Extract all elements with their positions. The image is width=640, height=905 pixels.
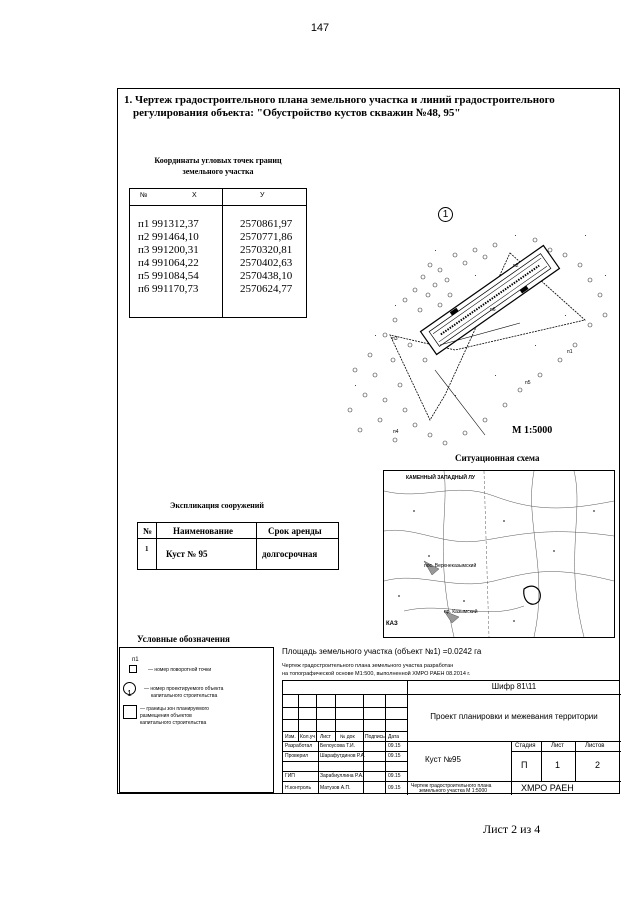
- coords-row-x: 991464,10: [152, 231, 199, 243]
- situation-label-corner: КАЗ: [386, 621, 398, 627]
- tb-sheets-label: Листов: [585, 743, 605, 749]
- plot-boundary: [390, 253, 585, 420]
- point-label-p1: п1: [567, 349, 573, 355]
- tb-role: Разработал: [285, 743, 313, 749]
- tb-sheet-title-1: Чертеж градостроительного плана: [411, 783, 492, 789]
- tb-person-name: Матузов А.П.: [320, 785, 351, 791]
- tb-line: [385, 694, 386, 794]
- coords-row-y: 2570402,63: [240, 257, 293, 269]
- coords-header: [130, 189, 306, 206]
- point-label-p6: п6: [490, 307, 496, 313]
- situation-label-mid: пос. Верхнеказымский: [424, 563, 477, 569]
- heading: [124, 94, 555, 120]
- map-scale: М 1:5000: [512, 425, 553, 436]
- legend-circle-text-1: — номер проектируемого объекта: [144, 686, 224, 692]
- coords-row-x: 991312,37: [152, 218, 199, 230]
- coords-row: [138, 283, 292, 295]
- explication-row-no: 1: [145, 545, 149, 553]
- tb-line: [511, 741, 512, 795]
- tb-line: [407, 681, 408, 795]
- tb-date: 09.15: [388, 785, 401, 791]
- tb-sheet-title-2: земельного участка М 1:5000: [419, 788, 488, 794]
- tb-line: [283, 771, 407, 772]
- tb-line: [335, 694, 336, 741]
- tb-col-izm: Изм.: [285, 734, 296, 740]
- legend-zone-marker: [123, 705, 137, 719]
- tb-date: 09.15: [388, 773, 401, 779]
- point-label-p4: п4: [393, 429, 399, 435]
- legend-circle-marker: [123, 682, 136, 698]
- legend-zone-text-1: — границы зон планируемого: [140, 706, 209, 712]
- tb-line: [283, 751, 407, 752]
- situation-map-drawing: [384, 471, 614, 637]
- legend-point-marker: [129, 665, 137, 673]
- coords-row-y: 2570861,97: [240, 218, 293, 230]
- tb-line: [575, 741, 576, 781]
- drawing-note-2: на топографической основе М1:500, выполненной ХМРО РАЕН 08.2014 г.: [282, 671, 471, 677]
- legend-point-text: — номер поворотной точки: [148, 667, 212, 673]
- tb-line: [363, 694, 364, 794]
- explication-title: Экспликация сооружений: [170, 501, 264, 510]
- coords-row-n: п1: [138, 218, 150, 230]
- page-number: 147: [310, 22, 330, 34]
- tb-line: [283, 707, 407, 708]
- tb-stage-label: Стадия: [515, 743, 536, 749]
- coords-row-n: п4: [138, 257, 150, 269]
- coords-row: [138, 231, 292, 243]
- tb-project: Проект планировки и межевания территории: [430, 712, 598, 721]
- point-label-p5: п5: [525, 380, 531, 386]
- object-marker-label: 1: [442, 209, 449, 220]
- tb-line: [541, 741, 542, 781]
- heading-line-2: регулирования объекта: "Обустройство кустов скважин №48, 95": [133, 107, 461, 119]
- tb-date: 09.15: [388, 753, 401, 759]
- point-label-p2: п2: [513, 263, 519, 269]
- site-plan-map: [335, 195, 620, 450]
- coords-row: [138, 257, 292, 269]
- sheet-footer: Лист 2 из 4: [483, 822, 541, 836]
- tb-person-name: Белоусова Т.И.: [320, 743, 356, 749]
- legend-point-label: п1: [132, 657, 139, 663]
- tb-code: Шифр 81\11: [491, 682, 537, 691]
- explication-divider-1: [156, 523, 157, 569]
- tb-col-sign: Подпись: [365, 734, 385, 740]
- coords-row-n: п6: [138, 283, 150, 295]
- legend-circle-label: 1: [127, 689, 132, 698]
- tb-object: Куст №95: [425, 755, 461, 764]
- coords-row: [138, 270, 292, 282]
- coords-row: [138, 218, 292, 230]
- coords-row-n: п3: [138, 244, 150, 256]
- coords-title-line-1: Координаты угловых точек границ: [154, 156, 282, 165]
- title-block: [282, 680, 620, 794]
- tb-role: ГИП: [285, 773, 295, 779]
- situation-map: [383, 470, 615, 638]
- coords-col-y: У: [260, 192, 265, 199]
- situation-title: Ситуационная схема: [455, 453, 540, 463]
- coords-row-x: 991084,54: [152, 270, 199, 282]
- situation-label-top: КАМЕННЫЙ ЗАПАДНЫЙ ЛУ: [406, 475, 475, 481]
- point-label-p3: п3: [392, 336, 398, 342]
- coords-col-x: X: [192, 192, 197, 199]
- tb-col-doc: № док: [340, 734, 355, 740]
- coords-col-no: №: [140, 192, 148, 199]
- area-note: Площадь земельного участка (объект №1) =0.0242 га: [282, 647, 482, 656]
- tb-line: [283, 694, 621, 695]
- explication-col-term: Срок аренды: [268, 526, 322, 536]
- explication-table: [137, 522, 339, 570]
- coords-row-y: 2570771,86: [240, 231, 293, 243]
- coords-row-x: 991064,22: [152, 257, 199, 269]
- tb-line: [283, 781, 621, 782]
- coords-title-line-2: земельного участка: [182, 167, 254, 176]
- tb-line: [511, 751, 621, 752]
- tb-org: ХМРО РАЕН: [521, 783, 574, 793]
- tb-line: [316, 694, 317, 741]
- legend-box: [119, 647, 274, 793]
- tb-sheets: 2: [595, 760, 601, 770]
- coords-title: [129, 155, 307, 177]
- coords-row-x: 991200,31: [152, 244, 199, 256]
- situation-label-low: пр. Казымский: [444, 609, 478, 615]
- tb-line: [318, 741, 319, 794]
- drawing-note-1: Чертеж градостроительного плана земельного участка разработан: [282, 663, 454, 669]
- tb-line: [283, 741, 621, 742]
- coords-row-y: 2570624,77: [240, 283, 293, 295]
- legend-title: Условные обозначения: [137, 634, 230, 644]
- tb-sheet: 1: [555, 760, 561, 770]
- tb-date: 09.15: [388, 743, 401, 749]
- tb-col-date: Дата: [388, 734, 400, 740]
- explication-col-name: Наименование: [173, 526, 233, 536]
- tb-line: [283, 761, 407, 762]
- tb-person-name: Шарафутдинов Р.А.: [320, 753, 366, 759]
- legend-zone-text-3: капитального строительства: [140, 720, 207, 726]
- coords-row-y: 2570438,10: [240, 270, 293, 282]
- explication-divider-2: [256, 523, 257, 569]
- explication-row-term: долгосрочная: [262, 549, 318, 559]
- tb-line: [283, 719, 407, 720]
- tb-col-koluch: Кол.уч: [300, 734, 315, 740]
- legend-zone-text-2: размещения объектов: [140, 713, 192, 719]
- tb-line: [298, 694, 299, 741]
- well-pad: [421, 246, 560, 355]
- terrain-dots: [348, 238, 607, 445]
- explication-col-no: №: [143, 526, 153, 536]
- explication-row-name: Куст № 95: [166, 549, 208, 559]
- tb-stage: П: [521, 760, 528, 770]
- tb-role: Н.контроль: [285, 785, 312, 791]
- coords-table: [129, 188, 307, 318]
- tb-role: Проверил: [285, 753, 309, 759]
- tb-line: [283, 731, 407, 732]
- coords-row-y: 2570320,81: [240, 244, 293, 256]
- heading-line-1: 1. Чертеж градостроительного плана земельного участка и линий градостроительного: [124, 94, 555, 106]
- tb-col-list: Лист: [320, 734, 331, 740]
- coords-row-x: 991170,73: [152, 283, 199, 295]
- tb-person-name: Зарабиуллина Р.А.: [320, 773, 364, 779]
- coords-row-n: п5: [138, 270, 150, 282]
- explication-header-line: [138, 538, 338, 539]
- coords-row: [138, 244, 292, 256]
- legend-circle-text-2: капитального строительства: [151, 693, 218, 699]
- tb-sheet-label: Лист: [551, 743, 565, 749]
- coords-row-n: п2: [138, 231, 150, 243]
- pipeline: [435, 370, 485, 435]
- object-marker: [438, 207, 453, 222]
